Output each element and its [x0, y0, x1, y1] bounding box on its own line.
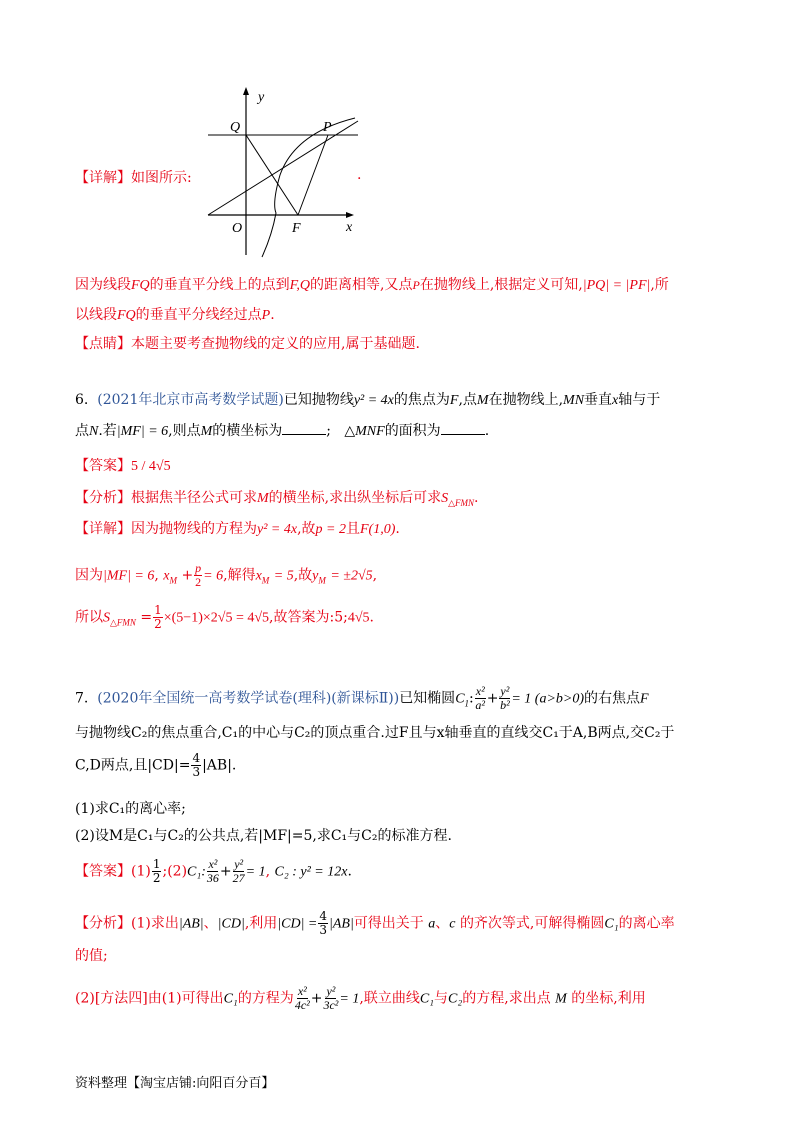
question-6-line-2: 点N.若|MF| = 6,则点M的横坐标为 ; △MNF的面积为 .: [75, 423, 490, 439]
question-number-7: 7.: [75, 690, 89, 707]
question-7-line-1: 7. (2020年全国统一高考数学试卷(理科)(新课标Ⅱ))已知椭圆$C_1$: $\frac{\text{x²}}{\text{a²}}$ + $\frac{\text{y²}}{\text{b²}}$ = 1 (a>b>0)的右焦点F: [75, 684, 649, 712]
question-7-item-2: (2)设M是C₁与C₂的公共点,若|MF|=5,求C₁与C₂的标准方程.: [75, 828, 452, 844]
detail-6-line-3: 所以$S_{\triangle FMN}$ = $\frac{1}{2}$ ×(5−1)×2√5 = 4√5,故答案为:5;4√5.: [75, 603, 374, 631]
comment-line: 【点睛】本题主要考查抛物线的定义的应用,属于基础题.: [75, 336, 420, 352]
label-f: F: [292, 221, 301, 236]
answer-6: 【答案】5 / 4√5: [75, 458, 171, 474]
x-axis-label: x: [346, 220, 353, 235]
answer-blank-1: [282, 422, 326, 435]
question-6-line-1: 6. (2021年北京市高考数学试题)已知抛物线y² = 4x的焦点为F,点M在抛物线上,MN垂直x轴与于: [75, 392, 661, 408]
detail-text: 如图所示:: [131, 170, 192, 186]
question-7-line-2: 与抛物线C₂的焦点重合,C₁的中心与C₂的顶点重合.过F且与x轴垂直的直线交C₁于A,B两点,交C₂于: [75, 725, 675, 741]
detail-dot: .: [357, 167, 362, 183]
detail-6-line-1: 【详解】因为抛物线的方程为y² = 4x,故p = 2且F(1,0).: [75, 521, 400, 537]
detail-tag: 【详解】: [75, 170, 131, 186]
label-q: Q: [230, 120, 241, 135]
explanation-line-1: 因为线段FQ的垂直平分线上的点到F,Q的距离相等,又点P在抛物线上,根据定义可知,|PQ| = |PF|,所: [75, 277, 669, 293]
question-number: 6.: [75, 392, 89, 408]
analysis-7-line-2: 的值;: [75, 948, 108, 964]
explanation-line-2: 以线段FQ的垂直平分线经过点P.: [75, 307, 275, 323]
question-source: (2021年北京市高考数学试题): [97, 392, 284, 408]
label-p: P: [323, 120, 332, 135]
y-axis-label: y: [258, 90, 265, 105]
question-7-line-3: C,D两点,且|CD|= $\frac{4}{3}$ |AB|.: [75, 751, 237, 779]
question-7-source: (2020年全国统一高考数学试卷(理科)(新课标Ⅱ)): [97, 690, 400, 707]
detail-6-line-2: 因为|MF| = 6, $x_M$ + $\frac{p}{2}$ = 6,解得$x_M = 5$,故$y_M = \pm 2√5$,: [75, 561, 378, 589]
question-7-item-1: (1)求C₁的离心率;: [75, 801, 186, 817]
answer-7: 【答案】(1) $\frac{1}{2}$ ;(2)C₁: $\frac{\text{x²}}{36}$ + $\frac{\text{y²}}{27}$ = 1, C₂ : y² = 12x.: [75, 857, 352, 885]
detail-heading: [75, 167, 192, 187]
analysis-6: 【分析】根据焦半径公式可求M的横坐标,求出纵坐标后可求$S_{\triangle FMN}$.: [75, 490, 479, 508]
answer-blank-2: [441, 422, 485, 435]
analysis-7-line-1: 【分析】(1)求出|AB|、|CD|,利用|CD| = $\frac{4}{3}$ |AB|可得出关于 a、c 的齐次等式,可解得椭圆C₁的离心率: [75, 909, 675, 937]
label-o: O: [232, 221, 243, 236]
parabola-figure: [200, 85, 370, 260]
analysis-7-line-3: (2)[方法四]由(1)可得出C₁的方程为 $\frac{\text{x²}}{\text{4c²}}$ + $\frac{\text{y²}}{\text{3c²}}$ = 1,联立曲线C₁与C₂的方程,求出点 M 的坐标,利用: [75, 984, 646, 1012]
page-footer: 资料整理【淘宝店铺:向阳百分百】: [75, 1076, 275, 1091]
